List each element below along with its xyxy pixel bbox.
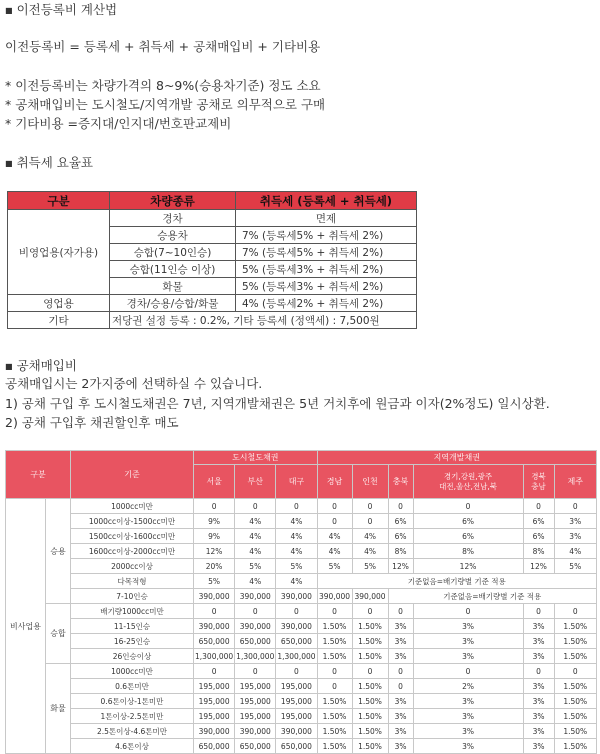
region-header: 대구	[276, 465, 317, 499]
table-row	[6, 694, 597, 709]
table-cell: 다목적형	[71, 574, 194, 589]
table-cell: 4%	[235, 544, 276, 559]
table-cell: 3%	[388, 619, 413, 634]
table-cell: 1.50%	[352, 634, 388, 649]
table-cell: 390,000	[194, 724, 235, 739]
table-cell: 195,000	[194, 709, 235, 724]
table-cell: 3%	[413, 739, 523, 754]
table-cell: 3%	[523, 724, 554, 739]
table-cell: 0	[352, 514, 388, 529]
table-cell: 195,000	[276, 694, 317, 709]
table-cell: 1.50%	[352, 739, 388, 754]
table-cell: 1.50%	[554, 694, 596, 709]
table-cell: 5%	[276, 559, 317, 574]
table-cell: 0	[317, 664, 352, 679]
region-header: 인천	[352, 465, 388, 499]
table-cell: 1.50%	[352, 694, 388, 709]
header-regional-bond: 지역개발채권	[317, 451, 596, 465]
table-row	[6, 514, 597, 529]
table-cell: 기준없음=배기량별 기준 적용	[317, 574, 596, 589]
table-row	[6, 619, 597, 634]
table-cell: 3%	[554, 514, 596, 529]
table-cell: 650,000	[194, 739, 235, 754]
table-cell: 영업용	[8, 295, 110, 312]
table-cell: 195,000	[276, 709, 317, 724]
table-cell: 3%	[554, 529, 596, 544]
table-cell: 1,300,000	[235, 649, 276, 664]
bond-table	[5, 450, 597, 754]
table-cell: 3%	[523, 619, 554, 634]
table-cell: 0	[413, 499, 523, 514]
table-row	[6, 634, 597, 649]
table-cell: 5% (등록세3% + 취득세 2%)	[236, 278, 417, 295]
table-cell: 8%	[413, 544, 523, 559]
sub-van: 승합	[46, 604, 71, 664]
table-cell: 1.50%	[352, 649, 388, 664]
table-row	[6, 499, 597, 514]
table-row	[6, 544, 597, 559]
table-cell: 3%	[413, 634, 523, 649]
table-cell: 390,000	[194, 619, 235, 634]
table-cell: 6%	[388, 529, 413, 544]
table-cell: 8%	[388, 544, 413, 559]
table-cell: 경차/승용/승합/화물	[110, 295, 236, 312]
table-cell: 0	[317, 679, 352, 694]
table-cell: 9%	[194, 529, 235, 544]
table-cell: 4%	[276, 574, 317, 589]
table-cell: 2.5톤이상-4.6톤미만	[71, 724, 194, 739]
table-cell: 1.50%	[352, 709, 388, 724]
table-cell: 1.50%	[352, 679, 388, 694]
note-2: * 공채매입비는 도시철도/지역개발 공채로 의무적으로 구매	[5, 97, 326, 112]
table-row	[6, 574, 597, 589]
table-cell: 3%	[523, 739, 554, 754]
bond-line-1: 공채매입시는 2가지중에 선택하실 수 있습니다.	[5, 376, 263, 391]
table-row	[6, 529, 597, 544]
table-cell: 0	[276, 499, 317, 514]
table-cell: 195,000	[235, 679, 276, 694]
table-row	[6, 604, 597, 619]
table-cell: 4%	[235, 529, 276, 544]
table-cell: 1.50%	[352, 724, 388, 739]
table-cell: 1.50%	[554, 724, 596, 739]
table-cell: 6%	[523, 529, 554, 544]
table-cell: 26인승이상	[71, 649, 194, 664]
table-cell: 650,000	[194, 634, 235, 649]
table-cell: 3%	[523, 694, 554, 709]
table-cell: 390,000	[235, 589, 276, 604]
table-cell: 3%	[413, 619, 523, 634]
table-cell: 650,000	[276, 739, 317, 754]
table-cell: 4%	[276, 544, 317, 559]
table-row	[6, 709, 597, 724]
table-cell: 3%	[523, 649, 554, 664]
table-cell: 6%	[413, 529, 523, 544]
table-cell: 1.50%	[317, 694, 352, 709]
table-cell: 390,000	[194, 589, 235, 604]
table-cell: 5%	[194, 574, 235, 589]
heading-bond: ■ 공채매입비	[5, 358, 77, 375]
table-cell: 0.6톤이상-1톤미만	[71, 694, 194, 709]
table-cell: 1.50%	[317, 634, 352, 649]
sub-truck: 화물	[46, 664, 71, 754]
table-cell: 0	[554, 664, 596, 679]
table-cell: 4.6톤이상	[71, 739, 194, 754]
table-cell: 4% (등록세2% + 취득세 2%)	[236, 295, 417, 312]
table-cell: 0	[523, 499, 554, 514]
table-cell: 1.50%	[352, 619, 388, 634]
table-cell: 0	[194, 664, 235, 679]
table-cell: 195,000	[235, 694, 276, 709]
table-cell: 5%	[554, 559, 596, 574]
group-nonbiz: 비영업용(자가용)	[8, 210, 110, 295]
table-cell: 4%	[352, 529, 388, 544]
table-cell: 4%	[276, 529, 317, 544]
table-cell: 3%	[413, 694, 523, 709]
table-cell: 5%	[235, 559, 276, 574]
table-cell: 1,300,000	[276, 649, 317, 664]
table-cell: 1000cc미만	[71, 664, 194, 679]
table-cell: 7% (등록세5% + 취득세 2%)	[236, 244, 417, 261]
table-cell: 기준없음=배기량별 기준 적용	[388, 589, 596, 604]
table-cell: 16-25인승	[71, 634, 194, 649]
table-cell: 0	[317, 604, 352, 619]
table-cell: 0	[235, 604, 276, 619]
table-cell: 4%	[317, 544, 352, 559]
heading-acq-tax: ■ 취득세 요율표	[5, 155, 93, 172]
table-cell: 0	[235, 664, 276, 679]
table-cell: 2%	[413, 679, 523, 694]
table-cell: 저당권 설정 등록 : 0.2%, 기타 등록세 (정액세) : 7,500원	[110, 312, 417, 329]
table-cell: 0	[317, 499, 352, 514]
table-cell: 5%	[352, 559, 388, 574]
table-cell: 3%	[388, 739, 413, 754]
acq-tax-table	[7, 191, 417, 329]
table-cell: 1.50%	[317, 619, 352, 634]
table-cell: 1000cc이상-1500cc미만	[71, 514, 194, 529]
table-row	[6, 559, 597, 574]
group-noncommercial: 비사업용	[6, 499, 46, 754]
table-cell: 3%	[388, 694, 413, 709]
table-cell: 3%	[388, 709, 413, 724]
header-category: 구분	[6, 451, 71, 499]
table-cell: 12%	[388, 559, 413, 574]
table-cell: 3%	[413, 724, 523, 739]
table-cell: 0	[352, 664, 388, 679]
table-cell: 3%	[388, 649, 413, 664]
table-cell: 승용차	[110, 227, 236, 244]
formula-text: 이전등록비 = 등록세 + 취득세 + 공채매입비 + 기타비용	[5, 39, 321, 54]
table-row	[6, 649, 597, 664]
table-cell: 4%	[317, 529, 352, 544]
table-cell: 0	[276, 604, 317, 619]
table-cell: 0	[194, 604, 235, 619]
table-cell: 390,000	[352, 589, 388, 604]
table-cell: 7-10인승	[71, 589, 194, 604]
table-cell: 3%	[388, 724, 413, 739]
table-cell: 배기량1000cc미만	[71, 604, 194, 619]
table-cell: 11-15인승	[71, 619, 194, 634]
table-cell: 1.50%	[317, 724, 352, 739]
table-cell: 1,300,000	[194, 649, 235, 664]
bond-line-2: 1) 공채 구입 후 도시철도채권은 7년, 지역개발채권은 5년 거치후에 원금과 이자(2%정도) 일시상환.	[5, 396, 550, 411]
table-cell: 12%	[413, 559, 523, 574]
table-cell: 6%	[388, 514, 413, 529]
note-1: * 이전등록비는 차량가격의 8~9%(승용차기준) 정도 소요	[5, 78, 321, 93]
table-cell: 0	[413, 664, 523, 679]
region-header: 충북	[388, 465, 413, 499]
table-row	[6, 724, 597, 739]
note-3: * 기타비용 =증지대/인지대/번호판교제비	[5, 116, 232, 131]
table-cell: 0	[352, 499, 388, 514]
table-cell: 0	[523, 604, 554, 619]
table-cell: 195,000	[235, 709, 276, 724]
table-cell: 1.50%	[554, 709, 596, 724]
table-cell: 195,000	[276, 679, 317, 694]
table-cell: 4%	[554, 544, 596, 559]
table-cell: 0	[388, 679, 413, 694]
table-cell: 승합(11인승 이상)	[110, 261, 236, 278]
table-cell: 390,000	[276, 589, 317, 604]
table-cell: 5% (등록세3% + 취득세 2%)	[236, 261, 417, 278]
table-cell: 6%	[413, 514, 523, 529]
table-cell: 5%	[317, 559, 352, 574]
table-cell: 4%	[235, 574, 276, 589]
table-cell: 0	[554, 604, 596, 619]
region-header: 부산	[235, 465, 276, 499]
region-header: 제주	[554, 465, 596, 499]
table-cell: 6%	[523, 514, 554, 529]
table-cell: 0	[523, 664, 554, 679]
table-cell: 1500cc이상-1600cc미만	[71, 529, 194, 544]
table-cell: 경차	[110, 210, 236, 227]
table-cell: 1600cc이상-2000cc미만	[71, 544, 194, 559]
table-row	[8, 312, 417, 329]
table-cell: 3%	[413, 709, 523, 724]
table-cell: 650,000	[235, 739, 276, 754]
table-cell: 3%	[388, 634, 413, 649]
bond-line-3: 2) 공채 구입후 채권할인후 매도	[5, 415, 179, 430]
table-cell: 0	[413, 604, 523, 619]
table-cell: 1.50%	[554, 679, 596, 694]
table-cell: 0.6톤미만	[71, 679, 194, 694]
table-cell: 4%	[352, 544, 388, 559]
table-cell: 0	[276, 664, 317, 679]
table-cell: 3%	[413, 649, 523, 664]
table-cell: 7% (등록세5% + 취득세 2%)	[236, 227, 417, 244]
table-cell: 195,000	[194, 679, 235, 694]
table-cell: 650,000	[235, 634, 276, 649]
table-cell: 390,000	[276, 724, 317, 739]
table-row	[6, 589, 597, 604]
table-cell: 390,000	[235, 619, 276, 634]
region-header: 경기,강원,광주 대전,울산,전남,북	[413, 465, 523, 499]
table-cell: 8%	[523, 544, 554, 559]
table-cell: 0	[352, 604, 388, 619]
table-cell: 1.50%	[554, 634, 596, 649]
table-cell: 1.50%	[317, 739, 352, 754]
table-cell: 2000cc이상	[71, 559, 194, 574]
table-cell: 1.50%	[317, 709, 352, 724]
table-cell: 0	[388, 664, 413, 679]
table-row	[8, 295, 417, 312]
table-cell: 195,000	[194, 694, 235, 709]
table-cell: 1.50%	[317, 649, 352, 664]
table-cell: 화물	[110, 278, 236, 295]
header-criteria: 기준	[71, 451, 194, 499]
table-cell: 1.50%	[554, 739, 596, 754]
table-cell: 3%	[523, 709, 554, 724]
table-row	[6, 664, 597, 679]
table-cell: 기타	[8, 312, 110, 329]
heading-calc-method: ■ 이전등록비 계산법	[5, 2, 117, 19]
table-cell: 650,000	[276, 634, 317, 649]
table-cell: 0	[317, 514, 352, 529]
table-cell: 0	[388, 604, 413, 619]
sub-passenger: 승용	[46, 499, 71, 604]
table-cell: 390,000	[317, 589, 352, 604]
table-row	[6, 739, 597, 754]
header-vehicle-type: 차량종류	[110, 192, 236, 210]
table-cell: 승합(7~10인승)	[110, 244, 236, 261]
table-cell: 4%	[235, 514, 276, 529]
region-header: 경북 충남	[523, 465, 554, 499]
header-tax: 취득세 (등록세 + 취득세)	[236, 192, 417, 210]
table-cell: 12%	[194, 544, 235, 559]
region-header: 서울	[194, 465, 235, 499]
table-cell: 1.50%	[554, 649, 596, 664]
table-cell: 1.50%	[554, 619, 596, 634]
table-cell: 1톤이상-2.5톤미만	[71, 709, 194, 724]
header-category: 구분	[8, 192, 110, 210]
table-cell: 390,000	[235, 724, 276, 739]
table-cell: 3%	[523, 679, 554, 694]
table-cell: 면제	[236, 210, 417, 227]
table-cell: 390,000	[276, 619, 317, 634]
table-cell: 9%	[194, 514, 235, 529]
table-cell: 0	[235, 499, 276, 514]
table-cell: 0	[194, 499, 235, 514]
table-cell: 4%	[276, 514, 317, 529]
region-header: 경남	[317, 465, 352, 499]
table-row	[8, 210, 417, 227]
table-cell: 0	[554, 499, 596, 514]
table-row	[6, 679, 597, 694]
header-metro-bond: 도시철도채권	[194, 451, 318, 465]
table-cell: 0	[388, 499, 413, 514]
table-cell: 12%	[523, 559, 554, 574]
table-cell: 3%	[523, 634, 554, 649]
table-cell: 20%	[194, 559, 235, 574]
table-cell: 1000cc미만	[71, 499, 194, 514]
